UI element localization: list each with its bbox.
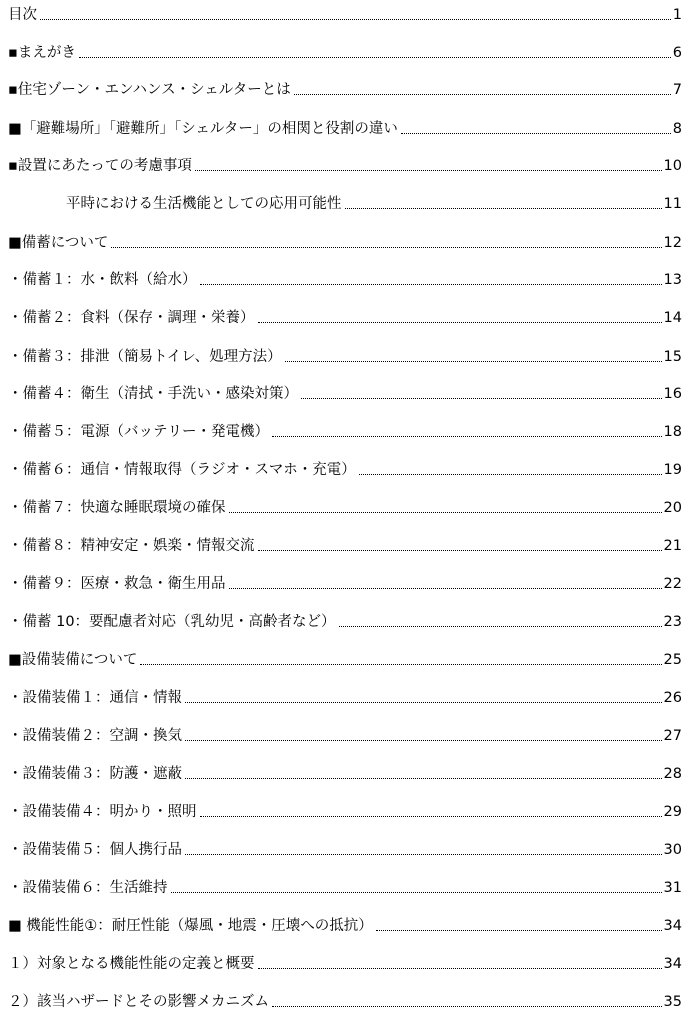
toc-page-number: 1 (672, 7, 682, 23)
toc-page-number: 20 (663, 500, 682, 516)
toc-entry (8, 457, 682, 479)
dot-leader (229, 512, 662, 513)
toc-entry (8, 571, 682, 593)
toc-page-number: 34 (663, 956, 682, 972)
dot-leader (258, 322, 662, 323)
toc-entry (8, 305, 682, 327)
toc-entry (8, 153, 682, 175)
toc-entry-title: ■備蓄について (8, 235, 109, 251)
toc-entry (8, 723, 682, 745)
toc-page-number: 19 (663, 462, 682, 478)
dot-leader (171, 892, 662, 893)
dot-leader (200, 284, 662, 285)
toc-entry-title: ・備蓄４：衛生（清拭・手洗い・感染対策） (8, 386, 298, 402)
toc-page-number: 31 (663, 880, 682, 896)
toc-entry (8, 799, 682, 821)
toc-page-number: 29 (663, 804, 682, 820)
toc-entry (8, 647, 682, 669)
toc-page-number: 6 (672, 45, 682, 61)
toc-page-number: 30 (663, 842, 682, 858)
dot-leader (272, 436, 662, 437)
toc-entry (8, 989, 682, 1011)
dot-leader (185, 740, 662, 741)
toc-page-number: 35 (663, 994, 682, 1010)
toc-page-number: 11 (663, 196, 682, 212)
dot-leader (195, 170, 662, 171)
dot-leader (285, 361, 662, 362)
dot-leader (229, 588, 662, 589)
toc-entry (8, 381, 682, 403)
toc-page-number: 12 (663, 235, 682, 251)
dot-leader (294, 94, 671, 95)
toc-page-number: 25 (663, 652, 682, 668)
dot-leader (40, 19, 671, 20)
toc-entry-title: ・備蓄 10：要配慮者対応（乳幼児・高齢者など） (8, 614, 336, 630)
dot-leader (185, 854, 662, 855)
toc-entry-title: ・備蓄８：精神安定・娯楽・情報交流 (8, 538, 255, 554)
toc-page-number: 28 (663, 766, 682, 782)
dot-leader (140, 664, 661, 665)
toc-entry-title: ・備蓄２：食料（保存・調理・栄養） (8, 310, 255, 326)
toc-page-number: 18 (663, 424, 682, 440)
toc-entry-title: ▪まえがき (8, 45, 76, 61)
dot-leader (258, 968, 662, 969)
dot-leader (111, 247, 661, 248)
toc-page-number: 27 (663, 728, 682, 744)
toc-page-number: 14 (663, 310, 682, 326)
toc-entry (8, 267, 682, 289)
toc-page-number: 15 (663, 349, 682, 365)
toc-page-number: 26 (663, 690, 682, 706)
toc-entry-title: ・備蓄７：快適な睡眠環境の確保 (8, 500, 226, 516)
dot-leader (79, 57, 671, 58)
toc-entry (8, 495, 682, 517)
toc-page-number: 13 (663, 272, 682, 288)
dot-leader (200, 816, 662, 817)
toc-entry (8, 419, 682, 441)
toc-entry-title: ・備蓄３：排泄（簡易トイレ、処理方法） (8, 349, 282, 365)
dot-leader (345, 208, 662, 209)
toc-entry-title: ・設備装備６：生活維持 (8, 880, 168, 896)
toc-entry (8, 837, 682, 859)
toc-entry (8, 609, 682, 631)
toc-entry-title: ■ 機能性能①：耐圧性能（爆風・地震・圧壊への抵抗） (8, 918, 373, 934)
toc-entry-title: ・備蓄９：医療・救急・衛生用品 (8, 576, 226, 592)
toc-entry-title: ２）該当ハザードとその影響メカニズム (8, 994, 269, 1010)
toc-entry-title: ・備蓄５：電源（バッテリー・発電機） (8, 424, 269, 440)
toc-page-number: 7 (672, 82, 682, 98)
toc-entry-title: 平時における生活機能としての応用可能性 (66, 196, 342, 212)
toc-entry-title: ・設備装備５：個人携行品 (8, 842, 182, 858)
toc-heading-row (8, 2, 682, 24)
dot-leader (376, 930, 662, 931)
toc-entry (8, 344, 682, 366)
toc-page-number: 22 (663, 576, 682, 592)
dot-leader (185, 778, 662, 779)
dot-leader (301, 398, 662, 399)
toc-entry-title: ■設備装備について (8, 652, 138, 668)
toc-entry (8, 761, 682, 783)
toc-entry (8, 875, 682, 897)
toc-entry (8, 913, 682, 935)
dot-leader (272, 1006, 662, 1007)
toc-entry-title: ・設備装備４：明かり・照明 (8, 804, 197, 820)
toc-page-number: 21 (663, 538, 682, 554)
toc-page-number: 23 (663, 614, 682, 630)
toc-page-number: 8 (672, 121, 682, 137)
toc-entry (8, 533, 682, 555)
toc-entry (8, 951, 682, 973)
toc-entry-title: ・設備装備１：通信・情報 (8, 690, 182, 706)
toc-entry-title: ■「避難場所」「避難所」「シェルター」の相関と役割の違い (8, 121, 398, 137)
toc-entry-title: １）対象となる機能性能の定義と概要 (8, 956, 255, 972)
toc-entry (8, 77, 682, 99)
dot-leader (359, 474, 662, 475)
dot-leader (185, 702, 662, 703)
toc-entry-title: ・設備装備３：防護・遮蔽 (8, 766, 182, 782)
toc-entry (8, 116, 682, 138)
toc-entry-title: ・設備装備２：空調・換気 (8, 728, 182, 744)
toc-page-number: 16 (663, 386, 682, 402)
toc-entry (8, 40, 682, 62)
toc-heading: 目次 (8, 7, 37, 23)
dot-leader (258, 550, 662, 551)
toc-entry (8, 230, 682, 252)
toc-entry (8, 685, 682, 707)
dot-leader (339, 626, 662, 627)
toc-entry-title: ・備蓄１：水・飲料（給水） (8, 272, 197, 288)
toc-entry-title: ▪住宅ゾーン・エンハンス・シェルターとは (8, 82, 291, 98)
toc-entry (66, 191, 682, 213)
toc-entry-title: ・備蓄６：通信・情報取得（ラジオ・スマホ・充電） (8, 462, 356, 478)
toc-entry-title: ▪設置にあたっての考慮事項 (8, 158, 192, 174)
dot-leader (401, 133, 671, 134)
toc-page-number: 10 (663, 158, 682, 174)
toc-page-number: 34 (663, 918, 682, 934)
